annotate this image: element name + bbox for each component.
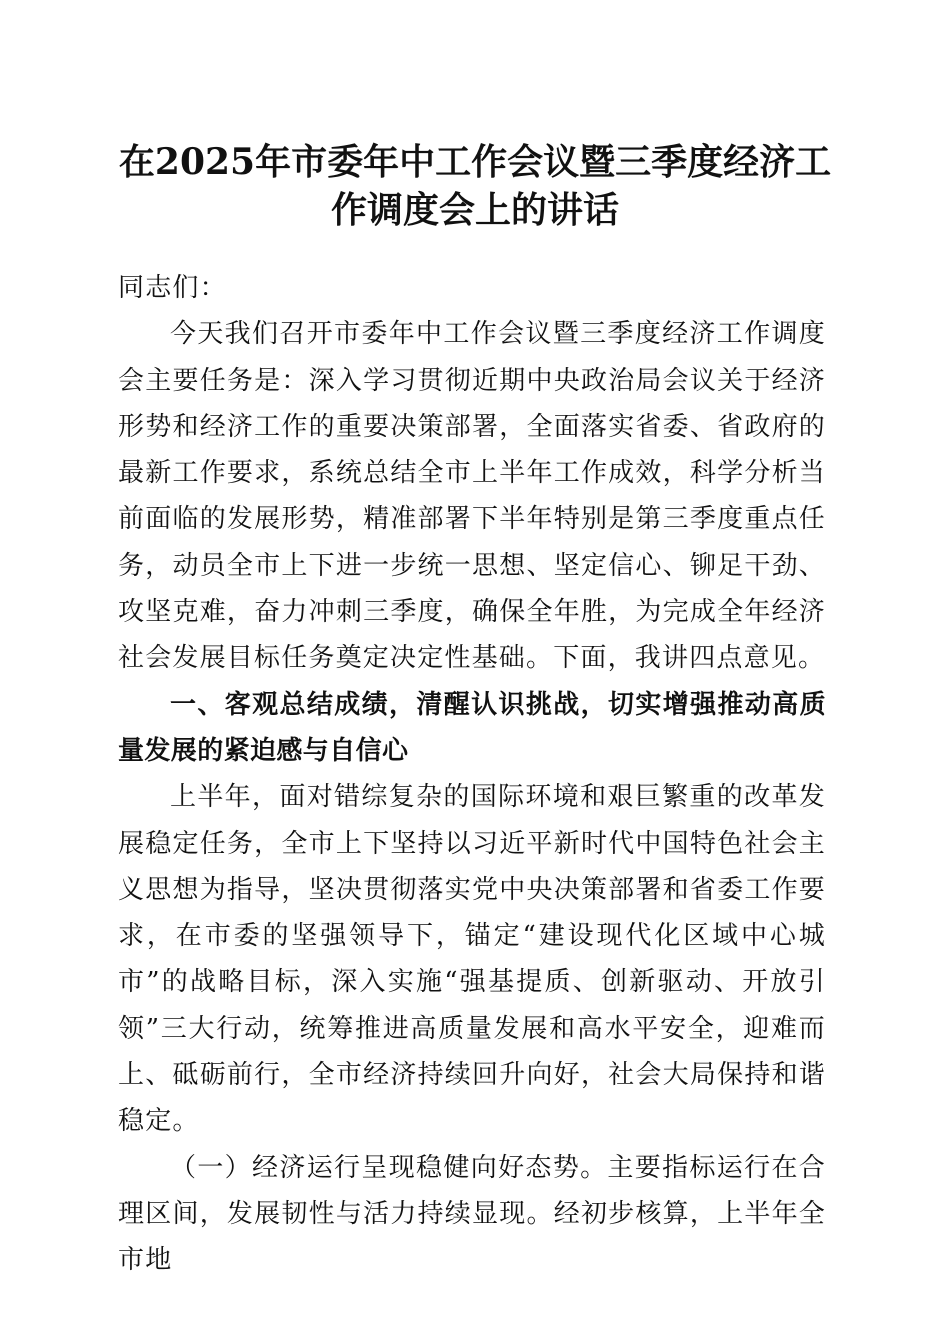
section-heading-1: 一、客观总结成绩，清醒认识挑战，切实增强推动高质量发展的紧迫感与自信心 [118,689,826,766]
document-title: 在2025年市委年中工作会议暨三季度经济工作调度会上的讲话 [118,141,832,231]
subsection-1-text: 主要指标运行在合理区间，发展韧性与活力持续显现。经初步核算，上半年全市地 [118,1152,826,1276]
section-1-paragraph: 上半年，面对错综复杂的国际环境和艰巨繁重的改革发展稳定任务，全市上下坚持以习近平新时代中国特色社会主义思想为指导，坚决贯彻落实党中央决策部署和省委工作要求，在市委的坚强领导下，锚定“建设现代化区域中心城市”的战略目标，深入实施“强基提质、创新驱动、开放引领”三大行动，统筹推进高质量发展和高水平安全，迎难而上、砥砺前行，全市经济持续回升向好，社会大局保持和谐稳定。 [118,782,826,1137]
document-body [118,265,826,1284]
intro-paragraph: 今天我们召开市委年中工作会议暨三季度经济工作调度会主要任务是：深入学习贯彻近期中央政治局会议关于经济形势和经济工作的重要决策部署，全面落实省委、省政府的最新工作要求，系统总结全市上半年工作成效，科学分析当前面临的发展形势，精准部署下半年特别是第三季度重点任务，动员全市上下进一步统一思想、坚定信心、铆足干劲、攻坚克难，奋力冲刺三季度，确保全年胜，为完成全年经济社会发展目标任务奠定决定性基础。下面，我讲四点意见。 [118,319,826,674]
subsection-1-paragraph [118,1145,826,1284]
salutation: 同志们： [118,273,227,303]
subsection-1-lead: （一）经济运行呈现稳健向好态势。 [170,1152,608,1183]
